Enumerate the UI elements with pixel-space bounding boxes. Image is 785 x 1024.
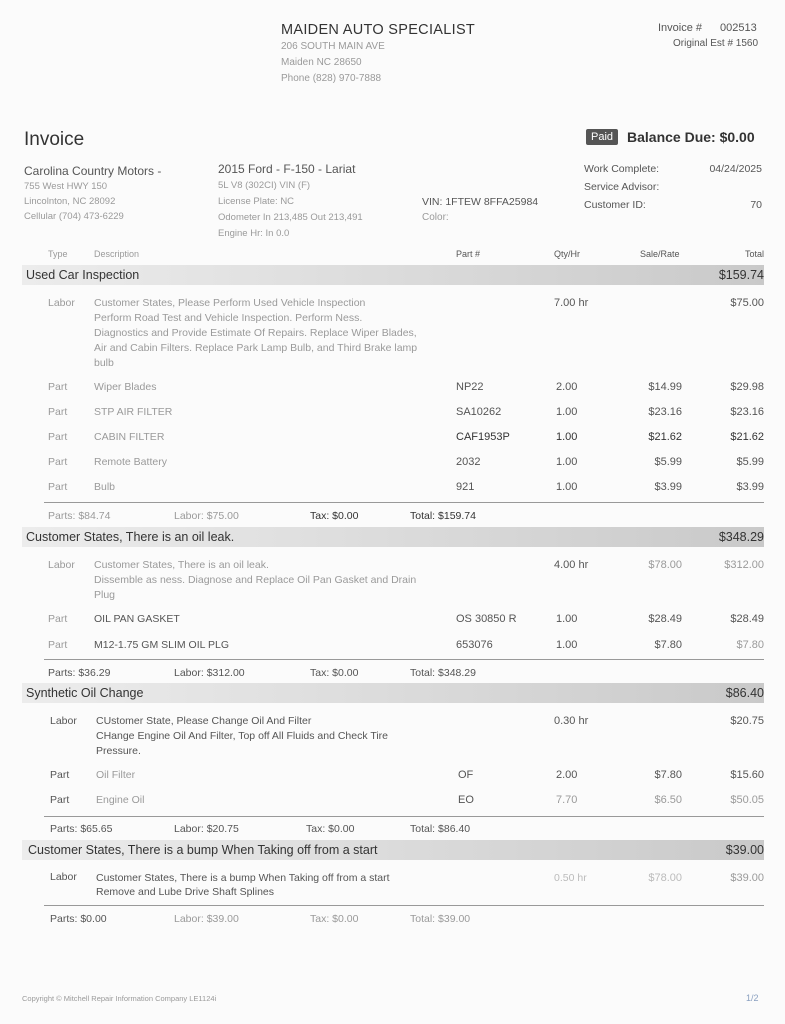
summary-tax: Tax: $0.00: [306, 823, 355, 835]
page-number: 1/2: [746, 993, 759, 1003]
part-rate: $23.16: [648, 406, 682, 418]
summary-parts: Parts: $65.65: [50, 823, 113, 835]
column-header-part: Part #: [456, 249, 481, 259]
part-description: Wiper Blades: [94, 381, 157, 393]
part-qty: 1.00: [556, 431, 578, 443]
labor-qty: 4.00 hr: [554, 559, 589, 571]
divider: [44, 816, 764, 817]
part-number: 653076: [456, 639, 493, 651]
summary-parts: Parts: $84.74: [48, 510, 111, 522]
labor-description-line: Customer States, There is an oil leak.: [94, 559, 269, 571]
part-type: Part: [48, 481, 68, 493]
balance-due: Balance Due: $0.00: [627, 129, 755, 145]
labor-description-line: Customer States, Please Perform Used Vehicle Inspection: [94, 297, 366, 309]
summary-labor: Labor: $75.00: [174, 510, 239, 522]
summary-total: Total: $39.00: [410, 913, 471, 925]
part-qty: 1.00: [556, 456, 578, 468]
labor-description-line: Pressure.: [96, 745, 141, 757]
labor-qty: 0.30 hr: [554, 715, 589, 727]
part-type: Part: [50, 794, 70, 806]
part-qty: 2.00: [556, 381, 578, 393]
summary-tax: Tax: $0.00: [310, 913, 359, 925]
part-rate: $7.80: [654, 769, 682, 781]
part-number: OS 30850 R: [456, 613, 517, 625]
part-total: $28.49: [730, 613, 764, 625]
section-total: $159.74: [718, 268, 764, 282]
vehicle-engine-hours: Engine Hr: In 0.0: [218, 228, 290, 239]
divider: [44, 659, 764, 660]
labor-total: $75.00: [730, 297, 764, 309]
invoice-number-label: Invoice #: [658, 22, 703, 34]
section-total: $348.29: [718, 530, 764, 544]
labor-qty: 7.00 hr: [554, 297, 589, 309]
part-total: $50.05: [730, 794, 764, 806]
part-total: $15.60: [730, 769, 764, 781]
customer-id-label: Customer ID:: [584, 199, 646, 211]
part-total: $21.62: [730, 431, 764, 443]
part-qty: 1.00: [556, 613, 578, 625]
shop-city: Maiden NC 28650: [281, 57, 362, 68]
divider: [44, 502, 764, 503]
labor-qty: 0.50 hr: [554, 872, 587, 884]
column-header-type: Type: [48, 249, 68, 259]
customer-phone: Cellular (704) 473-6229: [24, 211, 124, 222]
section-title: Used Car Inspection: [26, 268, 140, 282]
vehicle-engine: 5L V8 (302CI) VIN (F): [218, 180, 311, 191]
part-description: Oil Filter: [96, 769, 136, 781]
part-type: Part: [48, 456, 68, 468]
summary-total: Total: $159.74: [410, 510, 476, 522]
customer-city: Lincolnton, NC 28092: [24, 196, 116, 207]
paid-badge: Paid: [586, 129, 618, 145]
section-total: $39.00: [725, 843, 764, 857]
labor-description-line: Dissemble as ness. Diagnose and Replace Oil Pan Gasket and Drain: [94, 574, 417, 586]
part-number: SA10262: [456, 406, 502, 418]
labor-description-line: Plug: [94, 589, 116, 601]
part-type: Part: [48, 381, 68, 393]
service-advisor-label: Service Advisor:: [584, 181, 660, 193]
section-total: $86.40: [725, 686, 764, 700]
part-rate: $28.49: [648, 613, 682, 625]
vehicle-title: 2015 Ford - F-150 - Lariat: [218, 162, 356, 176]
customer-name: Carolina Country Motors -: [24, 164, 162, 178]
shop-name: MAIDEN AUTO SPECIALIST: [281, 22, 476, 38]
part-rate: $5.99: [654, 456, 682, 468]
copyright: Copyright © Mitchell Repair Information Company LE1124i: [22, 994, 217, 1003]
part-number: 921: [456, 481, 475, 493]
labor-total: $39.00: [730, 872, 764, 884]
labor-rate: $78.00: [648, 559, 682, 571]
work-complete-date: 04/24/2025: [709, 163, 762, 175]
part-total: $23.16: [730, 406, 764, 418]
summary-tax: Tax: $0.00: [310, 510, 359, 522]
shop-phone: Phone (828) 970-7888: [281, 73, 382, 84]
labor-description-line: Customer States, There is a bump When Taking off from a start: [96, 872, 390, 884]
part-qty: 1.00: [556, 406, 578, 418]
section-title: Synthetic Oil Change: [26, 686, 144, 700]
summary-labor: Labor: $312.00: [174, 667, 245, 679]
column-header-total: Total: [744, 249, 764, 259]
vehicle-odometer: Odometer In 213,485 Out 213,491: [218, 212, 363, 223]
summary-parts: Parts: $36.29: [48, 667, 111, 679]
labor-description-line: Air and Cabin Filters. Replace Park Lamp Bulb, and Third Brake lamp: [94, 342, 418, 354]
section-title: Customer States, There is an oil leak.: [26, 530, 235, 544]
part-type: Part: [48, 639, 68, 651]
summary-labor: Labor: $39.00: [174, 913, 239, 925]
invoice-number: 002513: [720, 22, 757, 34]
vehicle-license: License Plate: NC: [218, 196, 295, 207]
summary-total: Total: $348.29: [410, 667, 476, 679]
labor-type: Labor: [50, 871, 77, 883]
part-number: EO: [458, 794, 474, 806]
labor-description-line: Remove and Lube Drive Shaft Splines: [96, 886, 275, 898]
part-total: $3.99: [736, 481, 764, 493]
summary-tax: Tax: $0.00: [310, 667, 359, 679]
part-type: Part: [48, 613, 68, 625]
part-number: NP22: [456, 381, 484, 393]
part-rate: $3.99: [654, 481, 682, 493]
part-number: CAF1953P: [456, 431, 510, 443]
labor-total: $20.75: [730, 715, 764, 727]
column-header-description: Description: [94, 249, 140, 259]
divider: [44, 905, 764, 906]
part-qty: 1.00: [556, 481, 578, 493]
part-number: OF: [458, 769, 474, 781]
work-complete-label: Work Complete:: [584, 163, 660, 175]
part-qty: 7.70: [556, 794, 578, 806]
part-qty: 1.00: [556, 639, 578, 651]
section-title: Customer States, There is a bump When Taking off from a start: [28, 843, 378, 857]
summary-labor: Labor: $20.75: [174, 823, 239, 835]
labor-total: $312.00: [724, 559, 764, 571]
summary-total: Total: $86.40: [410, 823, 471, 835]
part-description: Bulb: [94, 481, 116, 493]
part-rate: $7.80: [654, 639, 682, 651]
part-number: 2032: [456, 456, 481, 468]
original-estimate: Original Est # 1560: [673, 38, 759, 49]
part-total: $5.99: [736, 456, 764, 468]
part-total: $29.98: [730, 381, 764, 393]
part-type: Part: [48, 406, 68, 418]
customer-id: 70: [750, 199, 762, 211]
vehicle-color: Color:: [422, 212, 449, 223]
part-type: Part: [50, 769, 70, 781]
part-description: Engine Oil: [96, 794, 145, 806]
labor-description-line: CUstomer State, Please Change Oil And Filter: [96, 715, 312, 727]
shop-address: 206 SOUTH MAIN AVE: [281, 41, 385, 52]
part-description: OIL PAN GASKET: [94, 613, 180, 625]
labor-description-line: CHange Engine Oil And Filter, Top off All Fluids and Check Tire: [96, 730, 389, 742]
part-description: Remote Battery: [94, 456, 167, 468]
part-total: $7.80: [736, 639, 764, 651]
vehicle-vin: VIN: 1FTEW 8FFA25984: [422, 196, 539, 208]
labor-type: Labor: [48, 297, 75, 309]
part-type: Part: [48, 431, 68, 443]
part-description: CABIN FILTER: [94, 431, 165, 443]
labor-rate: $78.00: [648, 872, 682, 884]
part-description: M12-1.75 GM SLIM OIL PLG: [94, 639, 229, 651]
customer-address: 755 West HWY 150: [24, 181, 108, 192]
labor-type: Labor: [48, 559, 75, 571]
part-description: STP AIR FILTER: [94, 406, 173, 418]
summary-parts: Parts: $0.00: [50, 913, 107, 925]
labor-type: Labor: [50, 715, 77, 727]
column-header-rate: Sale/Rate: [640, 249, 680, 259]
part-rate: $6.50: [654, 794, 682, 806]
labor-description-line: Diagnostics and Provide Estimate Of Repairs. Replace Wiper Blades,: [94, 327, 417, 339]
part-rate: $21.62: [648, 431, 682, 443]
column-header-qty: Qty/Hr: [554, 249, 580, 259]
part-rate: $14.99: [648, 381, 682, 393]
page-title: Invoice: [24, 129, 85, 150]
labor-description-line: Perform Road Test and Vehicle Inspection. Perform Ness.: [94, 312, 363, 324]
part-qty: 2.00: [556, 769, 578, 781]
labor-description-line: bulb: [94, 357, 114, 369]
